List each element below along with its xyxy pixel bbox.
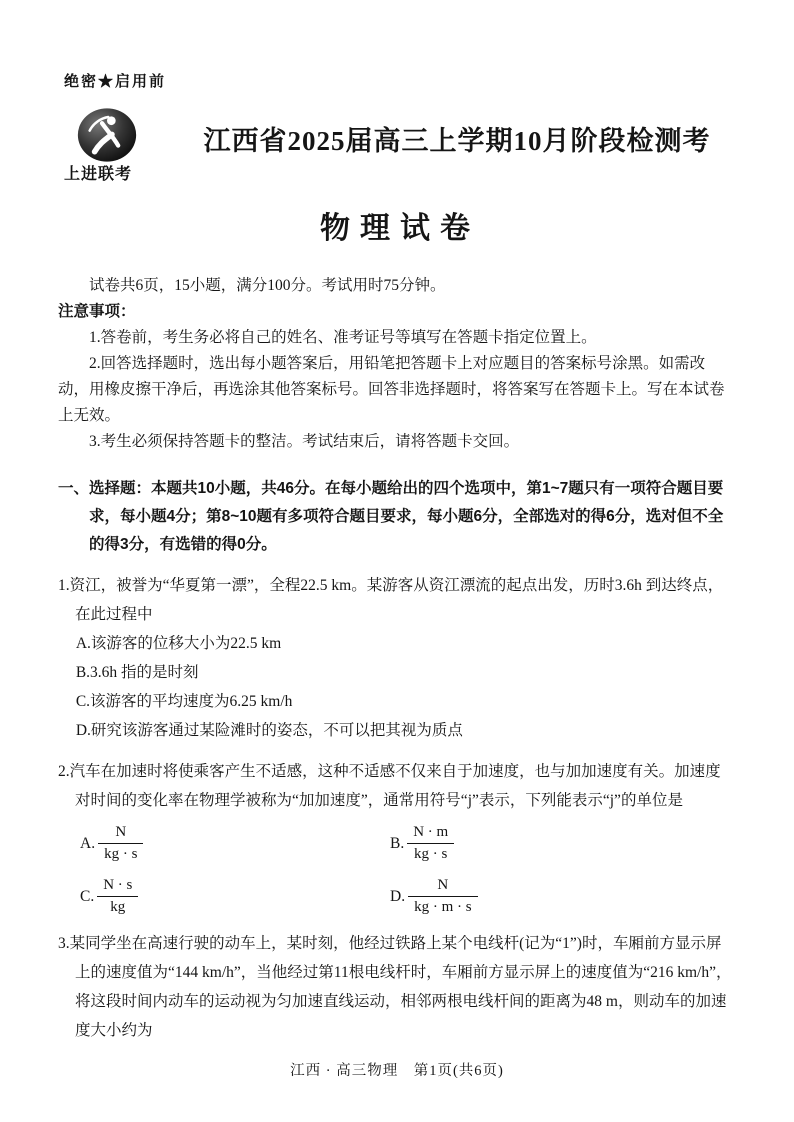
question-2-stem: 2.汽车在加速时将使乘客产生不适感，这种不适感不仅来自于加速度，也与加加速度有关。加速度对时间的变化率在物理学被称为“加加速度”，通常用符号“j”表示，下列能表示“j”的单位是	[58, 763, 721, 809]
fraction: $\frac{N \cdot m}{kg \cdot s}$	[407, 823, 454, 864]
note-item-1: 1.答卷前，考生务必将自己的姓名、准考证号等填写在答题卡指定位置上。	[89, 329, 597, 346]
fraction: $\frac{N \cdot s}{kg}$	[97, 876, 138, 917]
logo-text: 上进联考	[64, 165, 133, 183]
question-2-option-d: D. $\frac{N}{kg \cdot m \cdot s}$	[390, 876, 700, 917]
question-3-stem: 3.某同学坐在高速行驶的动车上，某时刻，他经过铁路上某个电线杆(记为“1”)时，车厢前方显示屏上的速度值为“144 km/h”，当他经过第11根电线杆时，车厢前方显示屏上的速度值为“216 km/h”，将这段时间内动车的运动视为匀加速直线运动，相邻两根电线杆间的距离为48 m，则动车的加速度大小约为	[58, 935, 732, 1039]
note-item-3: 3.考生必须保持答题卡的整洁。考试结束后，请将答题卡交回。	[89, 433, 520, 450]
paper-title: 物理试卷	[320, 212, 480, 245]
note-item-2: 2.回答选择题时，选出每小题答案后，用铅笔把答题卡上对应题目的答案标号涂黑。如需改动，用橡皮擦干净后，再选涂其他答案标号。回答非选择题时，将答案写在答题卡上。写在本试卷上无效。	[58, 355, 725, 424]
question-3-number: 3.	[58, 935, 70, 952]
notes-block	[58, 299, 732, 455]
question-2-number: 2.	[58, 763, 70, 780]
exam-title: 江西省2025届高三上学期10月阶段检测考	[203, 125, 711, 156]
question-2	[58, 757, 732, 917]
classification-label: 绝密★启用前	[64, 74, 167, 90]
paper-info: 试卷共6页，15小题，满分100分。考试用时75分钟。	[89, 277, 446, 294]
question-1	[58, 571, 732, 745]
question-2-option-a: A. $\frac{N}{kg \cdot s}$	[80, 823, 390, 864]
exam-brand-logo	[64, 107, 174, 184]
fraction: $\frac{N}{kg \cdot s}$	[98, 823, 143, 864]
page-footer: 江西 · 高三物理 第1页(共6页)	[290, 1063, 504, 1079]
question-2-options	[80, 823, 700, 917]
question-1-number: 1.	[58, 577, 70, 594]
question-3	[58, 929, 732, 1045]
question-1-stem: 1.资江，被誉为“华夏第一漂”，全程22.5 km。某游客从资江漂流的起点出发，历时3.6h 到达终点，在此过程中	[58, 577, 724, 623]
paper-header	[58, 99, 732, 191]
fraction: $\frac{N}{kg \cdot m \cdot s}$	[408, 876, 478, 917]
question-1-option-c: C.该游客的平均速度为6.25 km/h	[75, 693, 293, 710]
question-1-option-b: B.3.6h 指的是时刻	[75, 664, 199, 681]
question-1-option-a: A.该游客的位移大小为22.5 km	[75, 635, 282, 652]
question-2-option-b: B. $\frac{N \cdot m}{kg \cdot s}$	[390, 823, 700, 864]
section-heading: 一、选择题：本题共10小题，共46分。在每小题给出的四个选项中，第1~7题只有一项符合题目要求，每小题4分；第8~10题有多项符合题目要求，每小题6分，全部选对的得6分，选对但不全的得3分，有选错的得0分。	[58, 480, 724, 553]
question-1-option-d: D.研究该游客通过某险滩时的姿态，不可以把其视为质点	[75, 722, 463, 739]
question-2-option-c: C. $\frac{N \cdot s}{kg}$	[80, 876, 390, 917]
notes-heading: 注意事项：	[58, 303, 136, 320]
leaping-figure-badge-icon	[64, 107, 174, 163]
